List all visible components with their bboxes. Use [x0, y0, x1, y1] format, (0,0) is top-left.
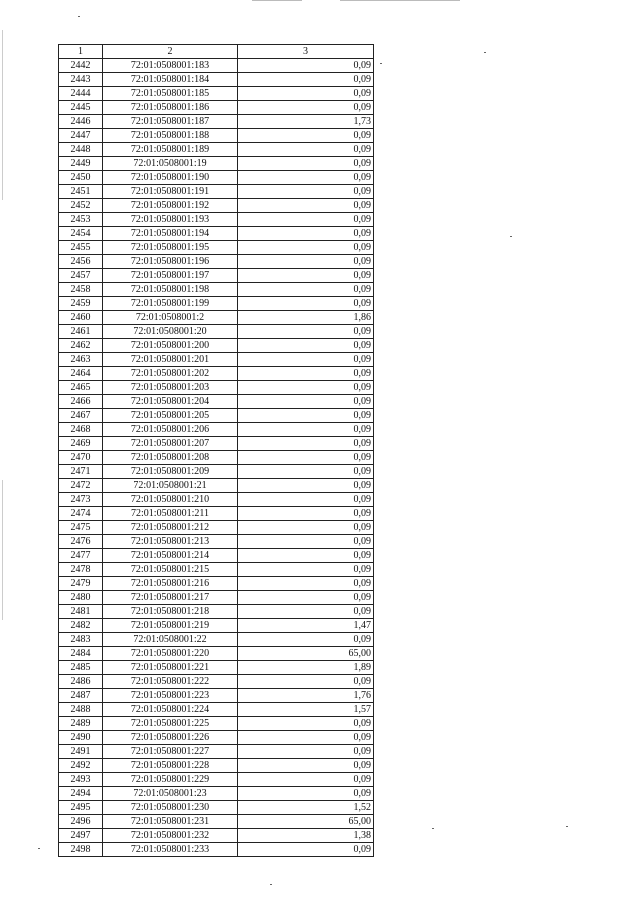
table-row — [59, 409, 374, 423]
row-index: 2444 — [59, 87, 103, 101]
table-row — [59, 115, 374, 129]
row-value: 0,09 — [238, 339, 374, 353]
table-row — [59, 661, 374, 675]
cadastral-table — [58, 44, 374, 857]
table-row — [59, 815, 374, 829]
cadastral-number: 72:01:0508001:195 — [103, 241, 238, 255]
table-row — [59, 283, 374, 297]
row-value: 0,09 — [238, 507, 374, 521]
scan-speck — [38, 848, 40, 849]
table-row — [59, 591, 374, 605]
row-index: 2491 — [59, 745, 103, 759]
row-value: 0,09 — [238, 731, 374, 745]
row-index: 2448 — [59, 143, 103, 157]
table-row — [59, 605, 374, 619]
cadastral-number: 72:01:0508001:19 — [103, 157, 238, 171]
table-row — [59, 381, 374, 395]
cadastral-number: 72:01:0508001:221 — [103, 661, 238, 675]
row-index: 2445 — [59, 101, 103, 115]
cadastral-number: 72:01:0508001:23 — [103, 787, 238, 801]
row-value: 0,09 — [238, 171, 374, 185]
cadastral-number: 72:01:0508001:201 — [103, 353, 238, 367]
cadastral-number: 72:01:0508001:183 — [103, 59, 238, 73]
cadastral-number: 72:01:0508001:231 — [103, 815, 238, 829]
table-row — [59, 563, 374, 577]
cadastral-number: 72:01:0508001:191 — [103, 185, 238, 199]
row-index: 2468 — [59, 423, 103, 437]
row-index: 2467 — [59, 409, 103, 423]
cadastral-number: 72:01:0508001:210 — [103, 493, 238, 507]
table-row — [59, 465, 374, 479]
table-row — [59, 703, 374, 717]
cadastral-number: 72:01:0508001:218 — [103, 605, 238, 619]
table-row — [59, 185, 374, 199]
cadastral-number: 72:01:0508001:208 — [103, 451, 238, 465]
cadastral-number: 72:01:0508001:227 — [103, 745, 238, 759]
row-value: 1,52 — [238, 801, 374, 815]
row-value: 0,09 — [238, 87, 374, 101]
row-value: 1,57 — [238, 703, 374, 717]
cadastral-number: 72:01:0508001:220 — [103, 647, 238, 661]
row-value: 1,38 — [238, 829, 374, 843]
table-row — [59, 549, 374, 563]
row-index: 2487 — [59, 689, 103, 703]
row-index: 2477 — [59, 549, 103, 563]
cadastral-number: 72:01:0508001:230 — [103, 801, 238, 815]
row-value: 0,09 — [238, 563, 374, 577]
cadastral-number: 72:01:0508001:187 — [103, 115, 238, 129]
table-row — [59, 829, 374, 843]
row-index: 2485 — [59, 661, 103, 675]
cadastral-number: 72:01:0508001:194 — [103, 227, 238, 241]
table-row — [59, 143, 374, 157]
cadastral-number: 72:01:0508001:207 — [103, 437, 238, 451]
table-row — [59, 731, 374, 745]
row-value: 65,00 — [238, 647, 374, 661]
cadastral-number: 72:01:0508001:222 — [103, 675, 238, 689]
row-value: 0,09 — [238, 451, 374, 465]
table-row — [59, 297, 374, 311]
table-row — [59, 451, 374, 465]
cadastral-number: 72:01:0508001:214 — [103, 549, 238, 563]
row-index: 2482 — [59, 619, 103, 633]
row-value: 65,00 — [238, 815, 374, 829]
row-index: 2450 — [59, 171, 103, 185]
table-row — [59, 633, 374, 647]
row-value: 0,09 — [238, 787, 374, 801]
table-row — [59, 241, 374, 255]
row-index: 2484 — [59, 647, 103, 661]
cadastral-number: 72:01:0508001:188 — [103, 129, 238, 143]
row-index: 2481 — [59, 605, 103, 619]
row-value: 0,09 — [238, 269, 374, 283]
table-row — [59, 59, 374, 73]
table-row — [59, 339, 374, 353]
row-index: 2447 — [59, 129, 103, 143]
cadastral-number: 72:01:0508001:229 — [103, 773, 238, 787]
row-value: 0,09 — [238, 157, 374, 171]
row-index: 2470 — [59, 451, 103, 465]
row-index: 2489 — [59, 717, 103, 731]
row-index: 2492 — [59, 759, 103, 773]
row-value: 0,09 — [238, 591, 374, 605]
cadastral-number: 72:01:0508001:22 — [103, 633, 238, 647]
row-value: 0,09 — [238, 633, 374, 647]
table-row — [59, 367, 374, 381]
table-row — [59, 213, 374, 227]
row-index: 2493 — [59, 773, 103, 787]
table-row — [59, 255, 374, 269]
cadastral-number: 72:01:0508001:232 — [103, 829, 238, 843]
scan-speck — [484, 52, 486, 53]
table-row — [59, 269, 374, 283]
row-index: 2451 — [59, 185, 103, 199]
column-header-value: 3 — [238, 45, 374, 59]
row-value: 0,09 — [238, 101, 374, 115]
row-index: 2473 — [59, 493, 103, 507]
table-row — [59, 577, 374, 591]
row-index: 2449 — [59, 157, 103, 171]
cadastral-number: 72:01:0508001:215 — [103, 563, 238, 577]
row-value: 0,09 — [238, 325, 374, 339]
table-row — [59, 479, 374, 493]
row-index: 2446 — [59, 115, 103, 129]
table-row — [59, 843, 374, 857]
row-value: 0,09 — [238, 521, 374, 535]
row-index: 2469 — [59, 437, 103, 451]
table-row — [59, 773, 374, 787]
table-row — [59, 619, 374, 633]
cadastral-number: 72:01:0508001:219 — [103, 619, 238, 633]
row-value: 0,09 — [238, 549, 374, 563]
row-value: 1,86 — [238, 311, 374, 325]
row-index: 2466 — [59, 395, 103, 409]
table-header-row — [59, 45, 374, 59]
cadastral-number: 72:01:0508001:224 — [103, 703, 238, 717]
table-row — [59, 535, 374, 549]
row-value: 0,09 — [238, 745, 374, 759]
row-value: 0,09 — [238, 577, 374, 591]
row-value: 0,09 — [238, 73, 374, 87]
table-row — [59, 493, 374, 507]
row-index: 2490 — [59, 731, 103, 745]
table-row — [59, 171, 374, 185]
cadastral-number: 72:01:0508001:213 — [103, 535, 238, 549]
row-index: 2471 — [59, 465, 103, 479]
row-index: 2462 — [59, 339, 103, 353]
row-index: 2442 — [59, 59, 103, 73]
cadastral-number: 72:01:0508001:196 — [103, 255, 238, 269]
row-index: 2461 — [59, 325, 103, 339]
row-index: 2479 — [59, 577, 103, 591]
row-index: 2497 — [59, 829, 103, 843]
cadastral-number: 72:01:0508001:217 — [103, 591, 238, 605]
scan-speck — [380, 63, 382, 64]
table-row — [59, 787, 374, 801]
cadastral-number: 72:01:0508001:2 — [103, 311, 238, 325]
row-index: 2465 — [59, 381, 103, 395]
table-body — [59, 59, 374, 857]
row-index: 2483 — [59, 633, 103, 647]
row-index: 2458 — [59, 283, 103, 297]
cadastral-number: 72:01:0508001:225 — [103, 717, 238, 731]
row-value: 1,47 — [238, 619, 374, 633]
cadastral-number: 72:01:0508001:186 — [103, 101, 238, 115]
table-row — [59, 157, 374, 171]
row-value: 0,09 — [238, 283, 374, 297]
table-row — [59, 423, 374, 437]
row-index: 2457 — [59, 269, 103, 283]
cadastral-number: 72:01:0508001:223 — [103, 689, 238, 703]
row-value: 0,09 — [238, 297, 374, 311]
scan-speck — [78, 16, 80, 17]
row-index: 2464 — [59, 367, 103, 381]
row-value: 1,76 — [238, 689, 374, 703]
row-value: 0,09 — [238, 493, 374, 507]
cadastral-number: 72:01:0508001:184 — [103, 73, 238, 87]
row-value: 0,09 — [238, 227, 374, 241]
row-index: 2463 — [59, 353, 103, 367]
cadastral-number: 72:01:0508001:20 — [103, 325, 238, 339]
row-value: 0,09 — [238, 409, 374, 423]
row-index: 2472 — [59, 479, 103, 493]
row-index: 2494 — [59, 787, 103, 801]
table-row — [59, 717, 374, 731]
row-index: 2452 — [59, 199, 103, 213]
cadastral-number: 72:01:0508001:190 — [103, 171, 238, 185]
row-value: 0,09 — [238, 185, 374, 199]
cadastral-number: 72:01:0508001:206 — [103, 423, 238, 437]
row-value: 0,09 — [238, 199, 374, 213]
row-index: 2455 — [59, 241, 103, 255]
row-index: 2459 — [59, 297, 103, 311]
cadastral-number: 72:01:0508001:21 — [103, 479, 238, 493]
scan-speck — [566, 826, 568, 827]
cadastral-number: 72:01:0508001:185 — [103, 87, 238, 101]
row-value: 0,09 — [238, 213, 374, 227]
scan-artifact-line — [252, 0, 302, 1]
cadastral-number: 72:01:0508001:200 — [103, 339, 238, 353]
cadastral-number: 72:01:0508001:198 — [103, 283, 238, 297]
cadastral-number: 72:01:0508001:226 — [103, 731, 238, 745]
table-row — [59, 353, 374, 367]
table-row — [59, 129, 374, 143]
row-index: 2488 — [59, 703, 103, 717]
row-value: 0,09 — [238, 437, 374, 451]
column-header-cadastral-number: 2 — [103, 45, 238, 59]
row-value: 0,09 — [238, 367, 374, 381]
table-row — [59, 521, 374, 535]
cadastral-number: 72:01:0508001:199 — [103, 297, 238, 311]
row-index: 2480 — [59, 591, 103, 605]
row-value: 0,09 — [238, 465, 374, 479]
scan-artifact-edge — [2, 30, 3, 200]
row-index: 2486 — [59, 675, 103, 689]
cadastral-number: 72:01:0508001:203 — [103, 381, 238, 395]
table-row — [59, 507, 374, 521]
row-value: 0,09 — [238, 381, 374, 395]
table-row — [59, 745, 374, 759]
cadastral-number: 72:01:0508001:212 — [103, 521, 238, 535]
table-row — [59, 87, 374, 101]
row-value: 0,09 — [238, 255, 374, 269]
table-row — [59, 437, 374, 451]
row-value: 0,09 — [238, 59, 374, 73]
table-row — [59, 647, 374, 661]
row-value: 0,09 — [238, 241, 374, 255]
row-value: 0,09 — [238, 759, 374, 773]
cadastral-number: 72:01:0508001:193 — [103, 213, 238, 227]
cadastral-number: 72:01:0508001:233 — [103, 843, 238, 857]
row-value: 0,09 — [238, 395, 374, 409]
row-index: 2495 — [59, 801, 103, 815]
row-index: 2478 — [59, 563, 103, 577]
cadastral-number: 72:01:0508001:205 — [103, 409, 238, 423]
row-value: 0,09 — [238, 143, 374, 157]
row-index: 2443 — [59, 73, 103, 87]
row-value: 1,89 — [238, 661, 374, 675]
row-index: 2476 — [59, 535, 103, 549]
row-index: 2474 — [59, 507, 103, 521]
scan-artifact-edge — [2, 480, 3, 620]
table-row — [59, 101, 374, 115]
scan-speck — [270, 884, 272, 885]
table-row — [59, 395, 374, 409]
cadastral-number: 72:01:0508001:209 — [103, 465, 238, 479]
row-value: 0,09 — [238, 717, 374, 731]
row-index: 2456 — [59, 255, 103, 269]
table-row — [59, 675, 374, 689]
row-value: 0,09 — [238, 479, 374, 493]
row-value: 0,09 — [238, 843, 374, 857]
cadastral-number: 72:01:0508001:189 — [103, 143, 238, 157]
table-row — [59, 73, 374, 87]
scan-speck — [510, 236, 512, 237]
row-value: 0,09 — [238, 535, 374, 549]
cadastral-number: 72:01:0508001:228 — [103, 759, 238, 773]
scan-speck — [432, 828, 434, 829]
cadastral-number: 72:01:0508001:216 — [103, 577, 238, 591]
row-value: 0,09 — [238, 129, 374, 143]
row-value: 0,09 — [238, 423, 374, 437]
cadastral-number: 72:01:0508001:192 — [103, 199, 238, 213]
row-index: 2475 — [59, 521, 103, 535]
cadastral-number: 72:01:0508001:204 — [103, 395, 238, 409]
row-index: 2453 — [59, 213, 103, 227]
row-value: 0,09 — [238, 773, 374, 787]
column-header-index: 1 — [59, 45, 103, 59]
cadastral-number: 72:01:0508001:197 — [103, 269, 238, 283]
row-index: 2498 — [59, 843, 103, 857]
table-row — [59, 325, 374, 339]
scan-artifact-line — [340, 0, 460, 1]
table-row — [59, 227, 374, 241]
row-value: 1,73 — [238, 115, 374, 129]
table-row — [59, 759, 374, 773]
table-row — [59, 311, 374, 325]
row-index: 2454 — [59, 227, 103, 241]
row-value: 0,09 — [238, 353, 374, 367]
row-index: 2496 — [59, 815, 103, 829]
table-row — [59, 801, 374, 815]
cadastral-number: 72:01:0508001:202 — [103, 367, 238, 381]
table-row — [59, 199, 374, 213]
cadastral-number: 72:01:0508001:211 — [103, 507, 238, 521]
row-index: 2460 — [59, 311, 103, 325]
row-value: 0,09 — [238, 675, 374, 689]
table-row — [59, 689, 374, 703]
row-value: 0,09 — [238, 605, 374, 619]
